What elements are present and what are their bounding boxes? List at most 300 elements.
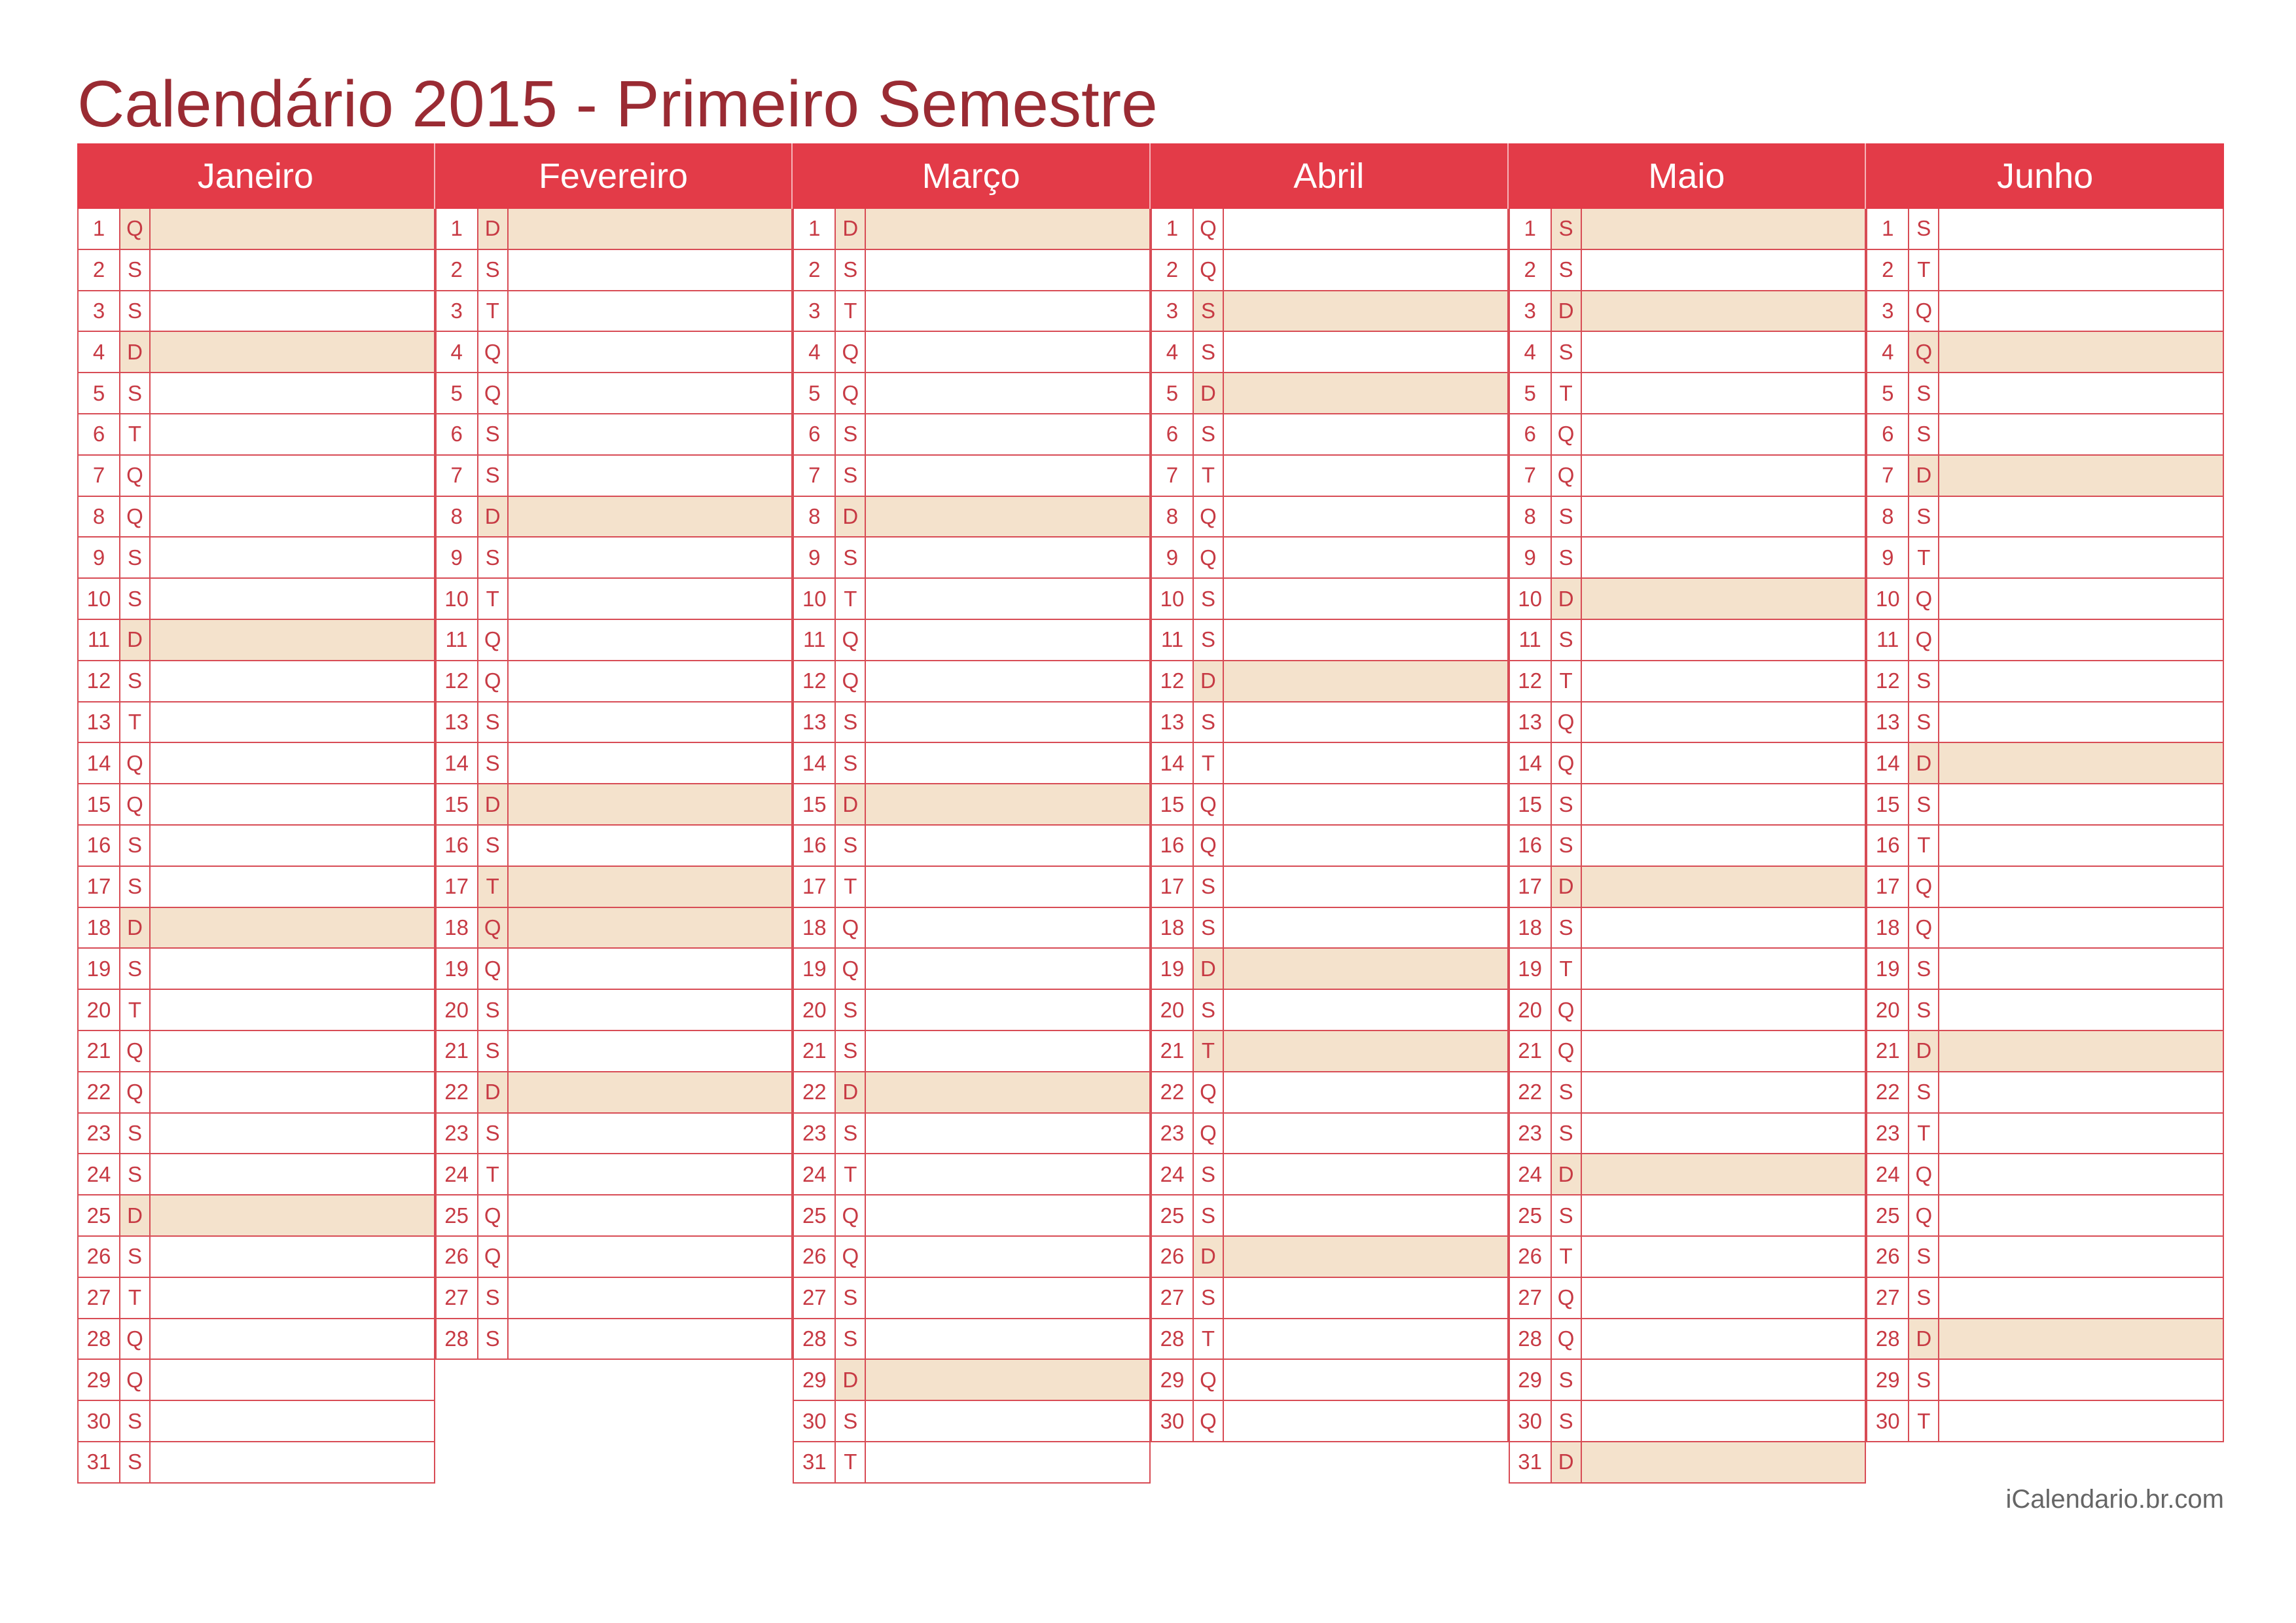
- day-number: 14: [79, 743, 120, 783]
- note-cell: [866, 908, 1149, 948]
- day-row: [1509, 456, 1867, 497]
- note-cell: [1939, 702, 2223, 742]
- day-row: [435, 1278, 793, 1319]
- day-row: [1866, 579, 2224, 620]
- day-number: 13: [1152, 702, 1194, 742]
- weekday-letter: D: [1552, 867, 1582, 907]
- note-cell: [509, 908, 792, 948]
- note-cell: [1939, 867, 2223, 907]
- weekday-letter: Q: [478, 373, 509, 413]
- note-cell: [1224, 990, 1507, 1030]
- note-cell: [151, 990, 434, 1030]
- day-number: 31: [794, 1442, 836, 1482]
- day-number: 15: [79, 784, 120, 824]
- note-cell: [1582, 1031, 1865, 1071]
- weekday-letter: S: [1909, 1072, 1939, 1112]
- day-row: [435, 1114, 793, 1155]
- day-number: 24: [794, 1154, 836, 1194]
- day-row: [1509, 538, 1867, 579]
- note-cell: [509, 1031, 792, 1071]
- note-cell: [866, 332, 1149, 372]
- weekday-letter: Q: [1194, 250, 1224, 290]
- note-cell: [1582, 702, 1865, 742]
- day-row: [77, 1360, 435, 1401]
- day-number: 9: [1867, 538, 1909, 577]
- day-number: 10: [1510, 579, 1552, 619]
- weekday-letter: S: [1194, 1195, 1224, 1235]
- note-cell: [509, 702, 792, 742]
- day-row: [1866, 291, 2224, 333]
- day-row: [1866, 1154, 2224, 1195]
- day-row: [77, 332, 435, 373]
- weekday-letter: T: [120, 1278, 151, 1318]
- note-cell: [1582, 1072, 1865, 1112]
- day-row: [1509, 1442, 1867, 1484]
- weekday-letter: S: [478, 1031, 509, 1071]
- weekday-letter: S: [1909, 1278, 1939, 1318]
- day-row: [793, 1442, 1151, 1484]
- weekday-letter: S: [836, 1401, 866, 1441]
- day-number: 2: [1152, 250, 1194, 290]
- day-number: 15: [1152, 784, 1194, 824]
- note-cell: [151, 949, 434, 989]
- day-row: [1509, 990, 1867, 1031]
- day-number: 28: [79, 1319, 120, 1359]
- note-cell: [1939, 1401, 2223, 1441]
- note-cell: [1939, 373, 2223, 413]
- weekday-letter: S: [120, 867, 151, 907]
- note-cell: [1224, 1319, 1507, 1359]
- day-number: 27: [437, 1278, 478, 1318]
- day-number: 1: [79, 209, 120, 249]
- weekday-letter: T: [1909, 826, 1939, 866]
- day-number: 1: [437, 209, 478, 249]
- note-cell: [1224, 1072, 1507, 1112]
- note-cell: [1582, 784, 1865, 824]
- day-row: [1509, 579, 1867, 620]
- day-number: 13: [79, 702, 120, 742]
- day-row: [435, 1237, 793, 1278]
- day-number: 24: [1867, 1154, 1909, 1194]
- day-row: [1866, 456, 2224, 497]
- weekday-letter: Q: [1552, 1031, 1582, 1071]
- day-number: 10: [1867, 579, 1909, 619]
- note-cell: [1224, 1031, 1507, 1071]
- day-number: 27: [1152, 1278, 1194, 1318]
- weekday-letter: S: [836, 990, 866, 1030]
- day-number: 9: [794, 538, 836, 577]
- day-row: [1866, 1031, 2224, 1072]
- weekday-letter: S: [836, 1278, 866, 1318]
- day-row: [1151, 456, 1509, 497]
- note-cell: [866, 949, 1149, 989]
- weekday-letter: T: [1909, 1114, 1939, 1154]
- day-number: 17: [437, 867, 478, 907]
- weekday-letter: S: [1909, 990, 1939, 1030]
- note-cell: [509, 1278, 792, 1318]
- note-cell: [866, 373, 1149, 413]
- weekday-letter: S: [1552, 1114, 1582, 1154]
- note-cell: [1939, 908, 2223, 948]
- weekday-letter: Q: [1909, 908, 1939, 948]
- day-row: [1509, 1319, 1867, 1360]
- day-number: 24: [79, 1154, 120, 1194]
- weekday-letter: S: [1909, 497, 1939, 537]
- day-row: [435, 332, 793, 373]
- note-cell: [1582, 1114, 1865, 1154]
- month-header: Março: [793, 143, 1151, 209]
- day-number: 25: [794, 1195, 836, 1235]
- note-cell: [1582, 1401, 1865, 1441]
- day-number: 8: [794, 497, 836, 537]
- day-number: 24: [437, 1154, 478, 1194]
- weekday-letter: T: [120, 414, 151, 454]
- weekday-letter: Q: [120, 1072, 151, 1112]
- day-number: 17: [79, 867, 120, 907]
- day-number: 30: [79, 1401, 120, 1441]
- day-row: [1151, 1360, 1509, 1401]
- day-row: [1866, 908, 2224, 949]
- day-number: 14: [794, 743, 836, 783]
- day-number: 16: [437, 826, 478, 866]
- day-number: 11: [1510, 620, 1552, 660]
- note-cell: [866, 1442, 1149, 1482]
- day-row: [793, 250, 1151, 291]
- note-cell: [1582, 1154, 1865, 1194]
- weekday-letter: D: [1909, 1031, 1939, 1071]
- note-cell: [1582, 456, 1865, 496]
- day-number: 16: [1510, 826, 1552, 866]
- day-row: [1151, 826, 1509, 867]
- weekday-letter: Q: [478, 620, 509, 660]
- note-cell: [1224, 456, 1507, 496]
- weekday-letter: S: [478, 743, 509, 783]
- note-cell: [1939, 1114, 2223, 1154]
- weekday-letter: D: [120, 908, 151, 948]
- day-row: [1866, 1278, 2224, 1319]
- note-cell: [151, 291, 434, 331]
- note-cell: [1582, 1442, 1865, 1482]
- day-row: [77, 784, 435, 826]
- note-cell: [1939, 1319, 2223, 1359]
- note-cell: [866, 1031, 1149, 1071]
- day-number: 21: [79, 1031, 120, 1071]
- weekday-letter: S: [1194, 414, 1224, 454]
- day-row: [793, 990, 1151, 1031]
- day-row: [1151, 784, 1509, 826]
- day-number: 4: [1152, 332, 1194, 372]
- day-row: [1151, 414, 1509, 456]
- note-cell: [1582, 250, 1865, 290]
- note-cell: [1224, 661, 1507, 701]
- day-number: 11: [794, 620, 836, 660]
- note-cell: [151, 373, 434, 413]
- weekday-letter: S: [836, 743, 866, 783]
- day-row: [793, 1114, 1151, 1155]
- weekday-letter: T: [1552, 373, 1582, 413]
- note-cell: [151, 538, 434, 577]
- day-number: 2: [1867, 250, 1909, 290]
- note-cell: [866, 1114, 1149, 1154]
- day-row: [77, 538, 435, 579]
- note-cell: [1582, 1278, 1865, 1318]
- day-number: 26: [1867, 1237, 1909, 1277]
- note-cell: [1939, 414, 2223, 454]
- day-number: 10: [794, 579, 836, 619]
- weekday-letter: D: [1552, 579, 1582, 619]
- day-number: 5: [794, 373, 836, 413]
- day-row: [1509, 1154, 1867, 1195]
- weekday-letter: S: [478, 702, 509, 742]
- weekday-letter: S: [836, 702, 866, 742]
- note-cell: [509, 949, 792, 989]
- day-number: 23: [1510, 1114, 1552, 1154]
- day-row: [793, 373, 1151, 414]
- day-row: [77, 702, 435, 744]
- day-number: 23: [794, 1114, 836, 1154]
- weekday-letter: S: [1194, 990, 1224, 1030]
- note-cell: [1224, 908, 1507, 948]
- day-number: 1: [1510, 209, 1552, 249]
- day-number: 8: [1510, 497, 1552, 537]
- weekday-letter: Q: [836, 1237, 866, 1277]
- day-number: 18: [1510, 908, 1552, 948]
- weekday-letter: Q: [1552, 414, 1582, 454]
- month-header: Junho: [1866, 143, 2224, 209]
- weekday-letter: Q: [478, 332, 509, 372]
- weekday-letter: T: [836, 867, 866, 907]
- day-number: 4: [437, 332, 478, 372]
- day-row: [1151, 538, 1509, 579]
- weekday-letter: Q: [478, 1237, 509, 1277]
- note-cell: [866, 1195, 1149, 1235]
- note-cell: [509, 1237, 792, 1277]
- weekday-letter: D: [1909, 743, 1939, 783]
- day-row: [1866, 497, 2224, 538]
- weekday-letter: S: [1909, 373, 1939, 413]
- day-row: [1866, 661, 2224, 702]
- weekday-letter: T: [1552, 949, 1582, 989]
- note-cell: [509, 1114, 792, 1154]
- day-number: 19: [1152, 949, 1194, 989]
- note-cell: [1939, 743, 2223, 783]
- day-number: 12: [1867, 661, 1909, 701]
- note-cell: [1939, 497, 2223, 537]
- weekday-letter: Q: [836, 373, 866, 413]
- note-cell: [509, 579, 792, 619]
- weekday-letter: S: [478, 1319, 509, 1359]
- day-row: [793, 1154, 1151, 1195]
- day-row: [1509, 620, 1867, 661]
- day-number: 21: [794, 1031, 836, 1071]
- month-header: Maio: [1509, 143, 1867, 209]
- day-number: 5: [1510, 373, 1552, 413]
- day-number: 29: [1510, 1360, 1552, 1400]
- day-row: [1151, 1031, 1509, 1072]
- note-cell: [1224, 702, 1507, 742]
- note-cell: [1582, 661, 1865, 701]
- day-row: [793, 291, 1151, 333]
- day-row: [77, 743, 435, 784]
- day-number: 17: [1867, 867, 1909, 907]
- day-number: 28: [1510, 1319, 1552, 1359]
- note-cell: [151, 414, 434, 454]
- day-row: [793, 332, 1151, 373]
- note-cell: [509, 497, 792, 537]
- weekday-letter: S: [1552, 1401, 1582, 1441]
- note-cell: [509, 1195, 792, 1235]
- day-number: 4: [794, 332, 836, 372]
- day-row: [1151, 1237, 1509, 1278]
- day-row: [435, 373, 793, 414]
- day-number: 17: [1152, 867, 1194, 907]
- day-number: 3: [437, 291, 478, 331]
- note-cell: [509, 1154, 792, 1194]
- day-row: [1866, 373, 2224, 414]
- day-row: [1151, 908, 1509, 949]
- day-number: 19: [1867, 949, 1909, 989]
- weekday-letter: T: [120, 702, 151, 742]
- weekday-letter: S: [1909, 414, 1939, 454]
- day-number: 26: [1510, 1237, 1552, 1277]
- day-row: [77, 1278, 435, 1319]
- weekday-letter: T: [478, 1154, 509, 1194]
- day-number: 22: [794, 1072, 836, 1112]
- month-column: [793, 143, 1151, 1484]
- day-row: [435, 250, 793, 291]
- note-cell: [866, 1237, 1149, 1277]
- day-number: 1: [794, 209, 836, 249]
- weekday-letter: S: [120, 250, 151, 290]
- weekday-letter: S: [478, 456, 509, 496]
- day-number: 29: [794, 1360, 836, 1400]
- weekday-letter: S: [120, 1114, 151, 1154]
- day-row: [1509, 414, 1867, 456]
- day-row: [1151, 743, 1509, 784]
- day-row: [435, 1154, 793, 1195]
- weekday-letter: Q: [120, 456, 151, 496]
- day-number: 12: [1510, 661, 1552, 701]
- note-cell: [1582, 949, 1865, 989]
- day-number: 21: [437, 1031, 478, 1071]
- day-number: 19: [1510, 949, 1552, 989]
- day-row: [77, 1072, 435, 1114]
- day-number: 28: [437, 1319, 478, 1359]
- weekday-letter: S: [478, 250, 509, 290]
- day-row: [1509, 332, 1867, 373]
- weekday-letter: D: [1552, 1442, 1582, 1482]
- weekday-letter: Q: [1194, 826, 1224, 866]
- day-number: 16: [79, 826, 120, 866]
- note-cell: [1582, 414, 1865, 454]
- day-row: [77, 373, 435, 414]
- footer-credit: iCalendario.br.com: [2005, 1485, 2224, 1514]
- day-number: 20: [794, 990, 836, 1030]
- weekday-letter: S: [120, 579, 151, 619]
- day-number: 30: [1152, 1401, 1194, 1441]
- day-row: [793, 579, 1151, 620]
- day-row: [435, 661, 793, 702]
- note-cell: [866, 497, 1149, 537]
- weekday-letter: S: [1552, 1195, 1582, 1235]
- note-cell: [1939, 1237, 2223, 1277]
- note-cell: [866, 990, 1149, 1030]
- day-number: 18: [1152, 908, 1194, 948]
- day-number: 16: [794, 826, 836, 866]
- day-row: [1866, 826, 2224, 867]
- note-cell: [1939, 949, 2223, 989]
- day-row: [793, 1072, 1151, 1114]
- day-number: 18: [1867, 908, 1909, 948]
- weekday-letter: Q: [120, 497, 151, 537]
- weekday-letter: S: [1552, 1360, 1582, 1400]
- day-row: [1509, 1072, 1867, 1114]
- day-number: 23: [1867, 1114, 1909, 1154]
- note-cell: [866, 867, 1149, 907]
- note-cell: [509, 373, 792, 413]
- note-cell: [1939, 538, 2223, 577]
- note-cell: [1582, 209, 1865, 249]
- weekday-letter: S: [1552, 538, 1582, 577]
- month-column: [1509, 143, 1867, 1484]
- day-number: 2: [437, 250, 478, 290]
- note-cell: [1939, 1031, 2223, 1071]
- day-row: [793, 908, 1151, 949]
- day-number: 28: [1152, 1319, 1194, 1359]
- day-number: 24: [1510, 1154, 1552, 1194]
- day-row: [77, 456, 435, 497]
- weekday-letter: T: [1909, 538, 1939, 577]
- weekday-letter: T: [1194, 1319, 1224, 1359]
- day-row: [1509, 373, 1867, 414]
- weekday-letter: S: [1194, 1278, 1224, 1318]
- note-cell: [151, 332, 434, 372]
- note-cell: [151, 661, 434, 701]
- weekday-letter: D: [836, 784, 866, 824]
- day-row: [1151, 661, 1509, 702]
- day-number: 19: [437, 949, 478, 989]
- day-row: [435, 908, 793, 949]
- day-number: 6: [1510, 414, 1552, 454]
- weekday-letter: D: [1552, 1154, 1582, 1194]
- weekday-letter: T: [120, 990, 151, 1030]
- note-cell: [1224, 1114, 1507, 1154]
- day-number: 7: [1152, 456, 1194, 496]
- note-cell: [1939, 209, 2223, 249]
- day-number: 18: [794, 908, 836, 948]
- note-cell: [1224, 332, 1507, 372]
- weekday-letter: S: [120, 1237, 151, 1277]
- day-row: [1509, 1237, 1867, 1278]
- day-row: [77, 209, 435, 250]
- weekday-letter: D: [478, 1072, 509, 1112]
- weekday-letter: S: [836, 1114, 866, 1154]
- day-number: 2: [79, 250, 120, 290]
- note-cell: [151, 579, 434, 619]
- weekday-letter: S: [836, 826, 866, 866]
- day-number: 9: [1510, 538, 1552, 577]
- weekday-letter: S: [1909, 661, 1939, 701]
- day-row: [435, 949, 793, 990]
- note-cell: [1224, 414, 1507, 454]
- note-cell: [1224, 1360, 1507, 1400]
- weekday-letter: S: [836, 456, 866, 496]
- note-cell: [151, 1278, 434, 1318]
- day-number: 23: [79, 1114, 120, 1154]
- day-number: 22: [1510, 1072, 1552, 1112]
- note-cell: [509, 538, 792, 577]
- weekday-letter: Q: [120, 1031, 151, 1071]
